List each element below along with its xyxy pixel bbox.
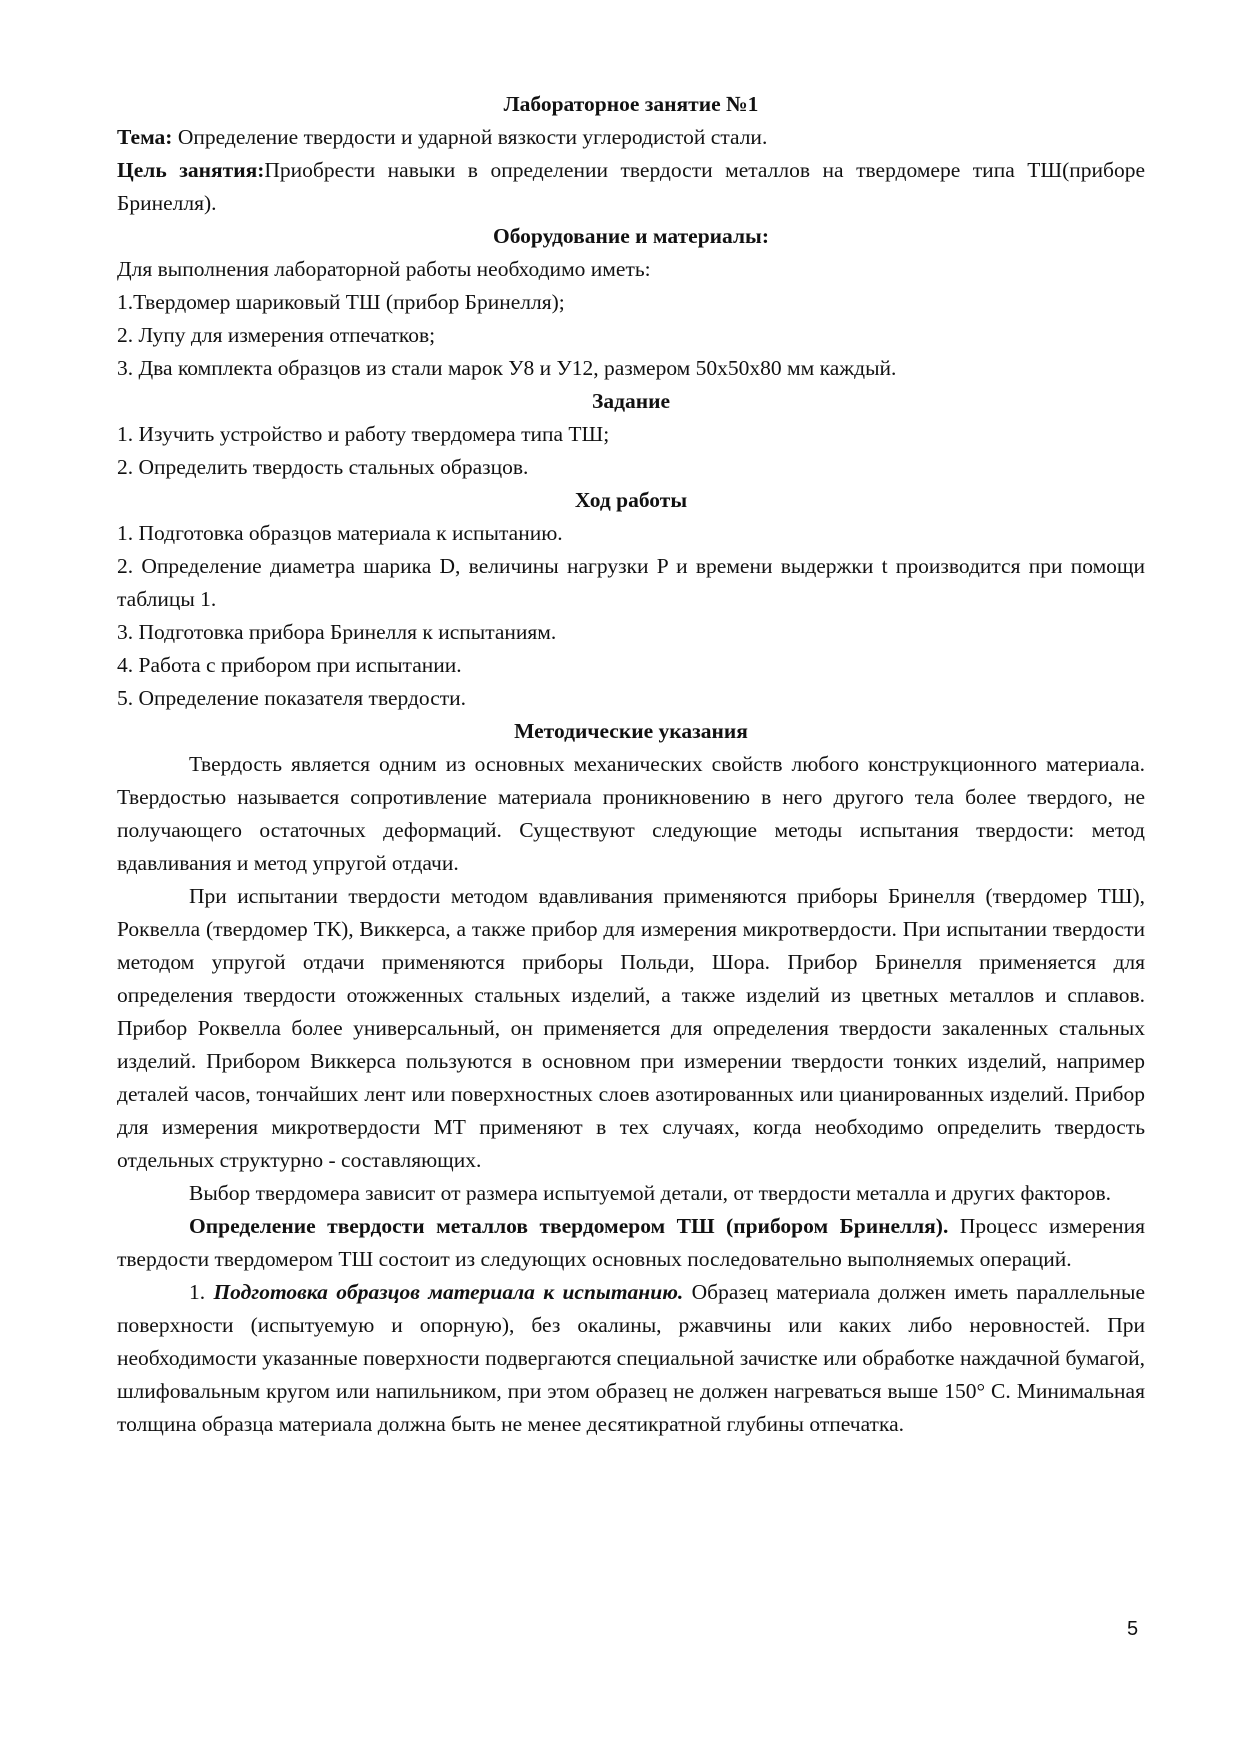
brinell-text: Процесс измерения твердости твердомером ТШ состоит из следующих основных последовательно выполняемых операций. [117,1214,1146,1271]
task-item: 1. Изучить устройство и работу твердомера типа ТШ; [117,422,610,446]
procedure-heading: Ход работы [574,488,688,512]
brinell-heading: Определение твердости металлов твердомером ТШ (прибором Бринелля). [189,1214,949,1238]
page-number: 5 [1127,1618,1139,1640]
equipment-item: 1.Твердомер шариковый ТШ (прибор Бринелля); [117,290,565,314]
goal-text: Приобрести навыки в определении твердости металлов на твердомере типа ТШ(приборе Бринелля). [117,158,1145,215]
procedure-item: 5. Определение показателя твердости. [117,686,467,710]
procedure-item: 1. Подготовка образцов материала к испытанию. [117,521,563,545]
equipment-item: 3. Два комплекта образцов из стали марок У8 и У12, размером 50х50х80 мм каждый. [117,356,897,380]
topic-text: Определение твердости и ударной вязкости углеродистой стали. [172,125,768,149]
equipment-item: 2. Лупу для измерения отпечатков; [117,323,436,347]
topic-line [117,121,1145,154]
step1-number: 1. [189,1280,214,1304]
guidelines-heading: Методические указания [514,719,748,743]
topic-label: Тема: [117,125,173,149]
equipment-heading: Оборудование и материалы: [492,224,769,248]
guidelines-paragraph: Выбор твердомера зависит от размера испытуемой детали, от твердости металла и других факторов. [189,1181,1112,1205]
task-item: 2. Определить твердость стальных образцов. [117,455,529,479]
document-page [117,88,1145,1441]
procedure-item: 4. Работа с прибором при испытании. [117,653,462,677]
step1-heading: Подготовка образцов материала к испытанию. [213,1280,684,1304]
equipment-intro: Для выполнения лабораторной работы необходимо иметь: [117,257,651,281]
procedure-item: 3. Подготовка прибора Бринелля к испытаниям. [117,620,557,644]
procedure-item: 2. Определение диаметра шарика D, величины нагрузки P и времени выдержки t производится при помощи таблицы 1. [117,554,1145,611]
task-heading: Задание [591,389,671,413]
goal-label: Цель занятия: [117,158,265,182]
brinell-paragraph [117,1210,1145,1276]
guidelines-paragraph: При испытании твердости методом вдавливания применяются приборы Бринелля (твердомер ТШ), Роквелла (твердомер ТК), Виккерса, а также прибор для измерения микротвердости. При испытании твердости методом упругой отдачи применяются приборы Польди, Шора. Прибор Бринелля применяется для определения твердости отожженных стальных изделий, а также изделий из цветных металлов и сплавов. Прибор Роквелла более универсальный, он применяется для определения твердости закаленных стальных изделий. Прибором Виккерса пользуются в основном при измерении твердости тонких изделий, например деталей часов, тончайших лент или поверхностных слоев азотированных или цианированных изделий. Прибор для измерения микротвердости МТ применяют в тех случаях, когда необходимо определить твердость отдельных структурно - составляющих. [117,884,1145,1172]
goal-line [117,154,1145,220]
guidelines-paragraph: Твердость является одним из основных механических свойств любого конструкционного материала. Твердостью называется сопротивление материала проникновению в него другого тела более твердого, не получающего остаточных деформаций. Существуют следующие методы испытания твердости: метод вдавливания и метод упругой отдачи. [117,752,1145,875]
step1-paragraph [117,1276,1145,1441]
step1-text: Образец материала должен иметь параллельные поверхности (испытуемую и опорную), без окалины, ржавчины или каких либо неровностей. При необходимости указанные поверхности подвергаются специальной зачистке или обработке наждачной бумагой, шлифовальным кругом или напильником, при этом образец не должен нагреваться выше 150° С. Минимальная толщина образца материала должна быть не менее десятикратной глубины отпечатка. [117,1280,1145,1436]
page-title: Лабораторное занятие №1 [503,92,759,116]
